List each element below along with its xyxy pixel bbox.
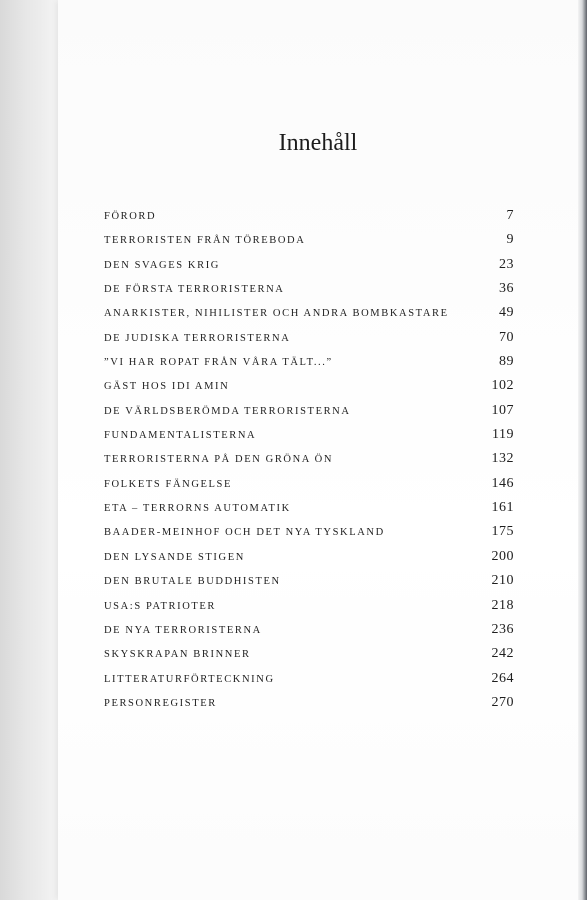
toc-entry-page-number: 236 [491,621,514,637]
toc-entry [104,208,514,232]
toc-entry [104,622,514,646]
toc-entry [104,330,514,354]
toc-entry [104,305,514,329]
page-edge-shadow [578,0,587,900]
toc-entry-title: FUNDAMENTALISTERNA [104,430,257,442]
toc-entry [104,573,514,597]
toc-entry-page-number: 175 [491,524,514,540]
toc-entry-page-number: 146 [491,475,514,491]
toc-entry-title: DEN BRUTALE BUDDHISTEN [104,576,281,588]
toc-entry [104,549,514,573]
toc-entry [104,646,514,670]
toc-entry-title: DE NYA TERRORISTERNA [104,624,262,636]
toc-entry [104,354,514,378]
toc-entry [104,281,514,305]
toc-entry-page-number: 89 [499,354,514,370]
toc-entry-page-number: 70 [499,329,514,345]
toc-entry-page-number: 119 [492,427,514,443]
toc-entry-title: BAADER-MEINHOF OCH DET NYA TYSKLAND [104,527,385,539]
toc-entry-title: DEN LYSANDE STIGEN [104,551,245,563]
toc-entry [104,524,514,548]
toc-entry-title: PERSONREGISTER [104,697,217,709]
toc-entry-page-number: 23 [499,256,514,272]
toc-entry-page-number: 242 [491,646,514,662]
toc-entry-title: SKYSKRAPAN BRINNER [104,649,251,661]
toc-entry-page-number: 210 [491,573,514,589]
toc-entry-page-number: 270 [491,694,514,710]
background-shadow [0,0,62,900]
toc-entry-title: ”VI HAR ROPAT FRÅN VÅRA TÄLT...” [104,357,333,369]
toc-entry [104,695,514,719]
toc-entry-title: DE VÄRLDSBERÖMDA TERRORISTERNA [104,405,351,417]
toc-entry-page-number: 218 [491,597,514,613]
toc-entry-page-number: 7 [506,208,514,223]
toc-entry [104,500,514,524]
toc-entry-page-number: 200 [491,548,514,564]
toc-entry-page-number: 107 [491,402,514,418]
toc-entry-title: ETA – TERRORNS AUTOMATIK [104,503,291,515]
toc-entry-page-number: 36 [499,281,514,297]
toc-entry [104,427,514,451]
toc-entry-title: TERRORISTEN FRÅN TÖREBODA [104,235,306,247]
toc-entry-title: DEN SVAGES KRIG [104,259,220,271]
toc-entry-title: FOLKETS FÄNGELSE [104,478,232,490]
toc-entry [104,451,514,475]
toc-entry-title: GÄST HOS IDI AMIN [104,381,230,393]
toc-entry-page-number: 132 [491,451,514,467]
toc-entry-title: FÖRORD [104,211,157,222]
toc-entry-page-number: 49 [499,305,514,321]
toc-entry-page-number: 9 [506,232,514,248]
toc-entry-title: DE JUDISKA TERRORISTERNA [104,332,291,344]
contents-heading: Innehåll [278,130,358,156]
toc-entry-page-number: 161 [491,500,514,516]
toc-entry [104,257,514,281]
toc-entry [104,232,514,256]
toc-entry-page-number: 264 [491,670,514,686]
toc-entry [104,378,514,402]
toc-entry-page-number: 102 [491,378,514,394]
toc-entry [104,671,514,695]
table-of-contents [104,208,514,719]
toc-entry-title: LITTERATURFÖRTECKNING [104,673,275,685]
toc-entry-title: DE FÖRSTA TERRORISTERNA [104,284,285,296]
toc-entry [104,403,514,427]
toc-entry-title: USA:S PATRIOTER [104,600,217,612]
toc-entry-title: ANARKISTER, NIHILISTER OCH ANDRA BOMBKASTARE [104,308,449,320]
toc-entry-title: TERRORISTERNA PÅ DEN GRÖNA ÖN [104,454,333,466]
toc-entry [104,598,514,622]
toc-entry [104,476,514,500]
